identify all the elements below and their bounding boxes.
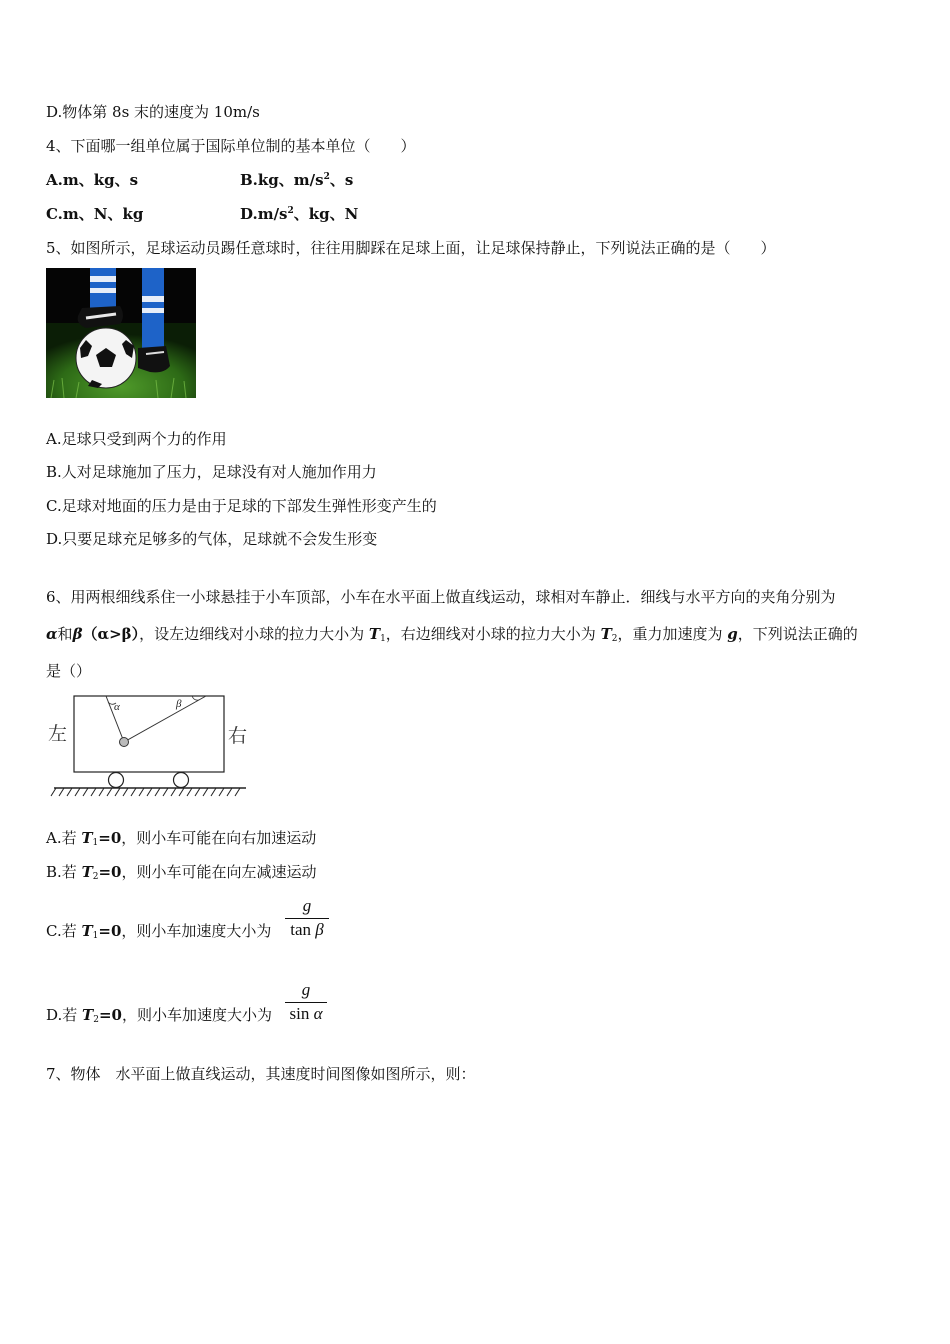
q6-stem-line3: 是（） (46, 662, 92, 680)
left-label: 左 (48, 723, 68, 745)
q3-option-d: D.物体第 8s 末的速度为 10m/s (46, 103, 260, 121)
q4-option-d: $D.m/s^2$、kg、N (240, 205, 359, 223)
q6-option-c-fraction: g tan β (285, 897, 329, 939)
wheel-left (109, 773, 124, 788)
cart-diagram (46, 690, 250, 800)
q6-option-c: C.若 $T_1=0$，则小车加速度大小为 (46, 922, 272, 941)
q6-stem-line1: 6、用两根细线系住一小球悬挂于小车顶部，小车在水平面上做直线运动，球相对车静止．细线与水平方向的夹角分别为 (46, 588, 836, 606)
right-label: 右 (228, 725, 248, 747)
q4-options-row1 (46, 170, 354, 190)
q5-option-b: B.人对足球施加了压力，足球没有对人施加作用力 (46, 463, 377, 481)
q6-option-b: B.若 $T_2=0$，则小车可能在向左减速运动 (46, 863, 317, 882)
football-photo (46, 268, 196, 398)
q4-option-a: A.m、kg、s (46, 171, 139, 189)
q5-option-d: D.只要足球充足够多的气体，足球就不会发生形变 (46, 530, 378, 548)
q4-options-row2 (46, 204, 359, 224)
q6-option-a: A.若 $T_1=0$，则小车可能在向右加速运动 (46, 829, 317, 848)
q4-option-b: B.kg、$m/s^2$、s (240, 171, 354, 189)
q6-stem-line2: α和β（α>β），设左边细线对小球的拉力大小为 $T_1$，右边细线对小球的拉力大小为 $T_2$，重力加速度为 g，下列说法正确的 (46, 625, 858, 644)
beta-label: β (176, 698, 182, 710)
q4-option-c: C.m、N、kg (46, 205, 144, 223)
q5-option-a: A.足球只受到两个力的作用 (46, 430, 227, 448)
q5-stem: 5、如图所示，足球运动员踢任意球时，往往用脚踩在足球上面，让足球保持静止，下列说法正确的是（ ） (46, 239, 776, 257)
wheel-right (174, 773, 189, 788)
q4-stem: 4、下面哪一组单位属于国际单位制的基本单位（ ） (46, 137, 416, 155)
q6-option-d: D.若 $T_2=0$，则小车加速度大小为 (46, 1006, 272, 1025)
q5-option-c: C.足球对地面的压力是由于足球的下部发生弹性形变产生的 (46, 497, 437, 515)
q7-stem: 7、物体 水平面上做直线运动，其速度时间图像如图所示，则： (46, 1065, 476, 1083)
q6-option-d-fraction: g sin α (285, 981, 327, 1023)
alpha-label: α (114, 701, 120, 713)
